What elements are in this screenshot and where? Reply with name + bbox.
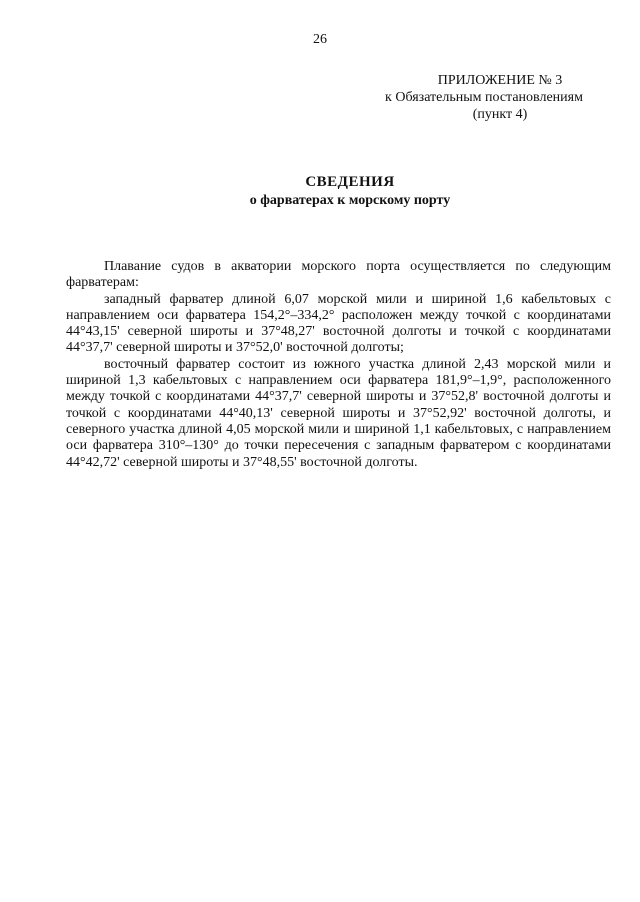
appendix-reference: к Обязательным постановлениям (385, 90, 583, 105)
document-title-block (0, 172, 640, 210)
appendix-title: ПРИЛОЖЕНИЕ № 3 (437, 73, 563, 88)
appendix-header (350, 72, 610, 123)
document-body (66, 259, 611, 471)
document-subtitle: о фарватерах к морскому порту (249, 193, 451, 208)
paragraph-eastern-fairway: восточный фарватер состоит из южного участка длиной 2,43 морской мили и шириной 1,3 кабельтовых с направлением оси фарватера 181,9°–1,9°, расположенного между точкой с координатами 44°37,7' северной широты и 37°52,8' восточной долготы и точкой с координатами 44°40,13' северной широты и 37°52,92' восточной долготы, и северного участка длиной 4,05 морской мили и шириной 1,1 кабельтовых, с направлением оси фарватера 310°–130° до точки пересечения с западным фарватером с координатами 44°42,72' северной широты и 37°48,55' восточной долготы. (66, 356, 611, 470)
document-title: СВЕДЕНИЯ (305, 174, 395, 190)
appendix-clause: (пункт 4) (472, 107, 528, 122)
page-number: 26 (313, 32, 327, 47)
paragraph-intro: Плавание судов в акватории морского порта осуществляется по следующим фарватерам: (66, 259, 611, 291)
paragraph-western-fairway: западный фарватер длиной 6,07 морской мили и шириной 1,6 кабельтовых с направлением оси фарватера 154,2°–334,2° расположен между точкой с координатами 44°43,15' северной широты и 37°48,27' восточной долготы и точкой с координатами 44°37,7' северной широты и 37°52,0' восточной долготы; (66, 291, 611, 356)
